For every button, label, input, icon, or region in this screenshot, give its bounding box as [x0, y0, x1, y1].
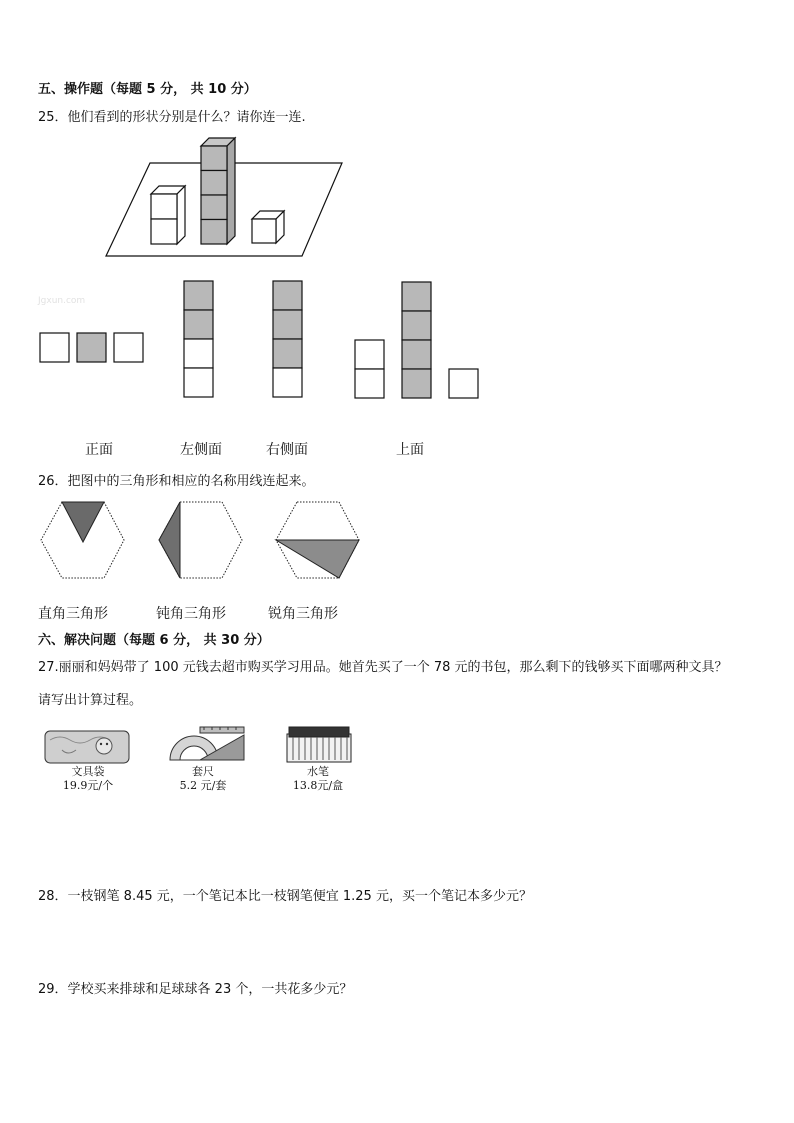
triangle-name-obtuse: 钝角三角形	[156, 606, 226, 622]
view-label-top: 上面	[396, 442, 424, 458]
question-27-text-line2: 请写出计算过程。	[38, 693, 143, 708]
pen-box-image	[287, 727, 351, 762]
question-29-text: 29．学校买来排球和足球球各 23 个，一共花多少元？	[38, 982, 353, 997]
view-label-right: 右侧面	[266, 442, 308, 458]
question-25-text: 25．他们看到的形状分别是什么？请你连一连.	[38, 110, 306, 125]
ruler-set-image	[170, 727, 244, 760]
triangle-name-acute: 锐角三角形	[268, 606, 338, 622]
pencil-case-image	[45, 731, 129, 763]
item-price-pencil-case: 19.9元/个	[62, 779, 114, 792]
item-price-ruler-set: 5.2 元/套	[179, 779, 227, 792]
item-name-pen-box: 水笔	[307, 765, 329, 778]
section-heading-problems: 六、解决问题（每题 6 分， 共 30 分）	[38, 633, 270, 648]
question-28-text: 28．一枝钢笔 8.45 元，一个笔记本比一枝钢笔便宜 1.25 元，买一个笔记本多少元？	[38, 889, 532, 904]
view-label-front: 正面	[85, 442, 113, 458]
triangle-name-right: 直角三角形	[38, 606, 108, 622]
item-name-ruler-set: 套尺	[192, 765, 214, 778]
question-26-text: 26．把图中的三角形和相应的名称用线连起来。	[38, 474, 315, 489]
view-label-left: 左侧面	[180, 442, 222, 458]
item-price-pen-box: 13.8元/盒	[292, 779, 344, 792]
item-name-pencil-case: 文具袋	[71, 765, 105, 778]
section-heading-operations: 五、操作题（每题 5 分， 共 10 分）	[38, 82, 257, 97]
question-27-text-line1: 27.丽丽和妈妈带了 100 元钱去超市购买学习用品。她首先买了一个 78 元的书包，那么剩下的钱够买下面哪两种文具？	[38, 660, 728, 675]
watermark: Jgxun.com	[38, 296, 86, 306]
